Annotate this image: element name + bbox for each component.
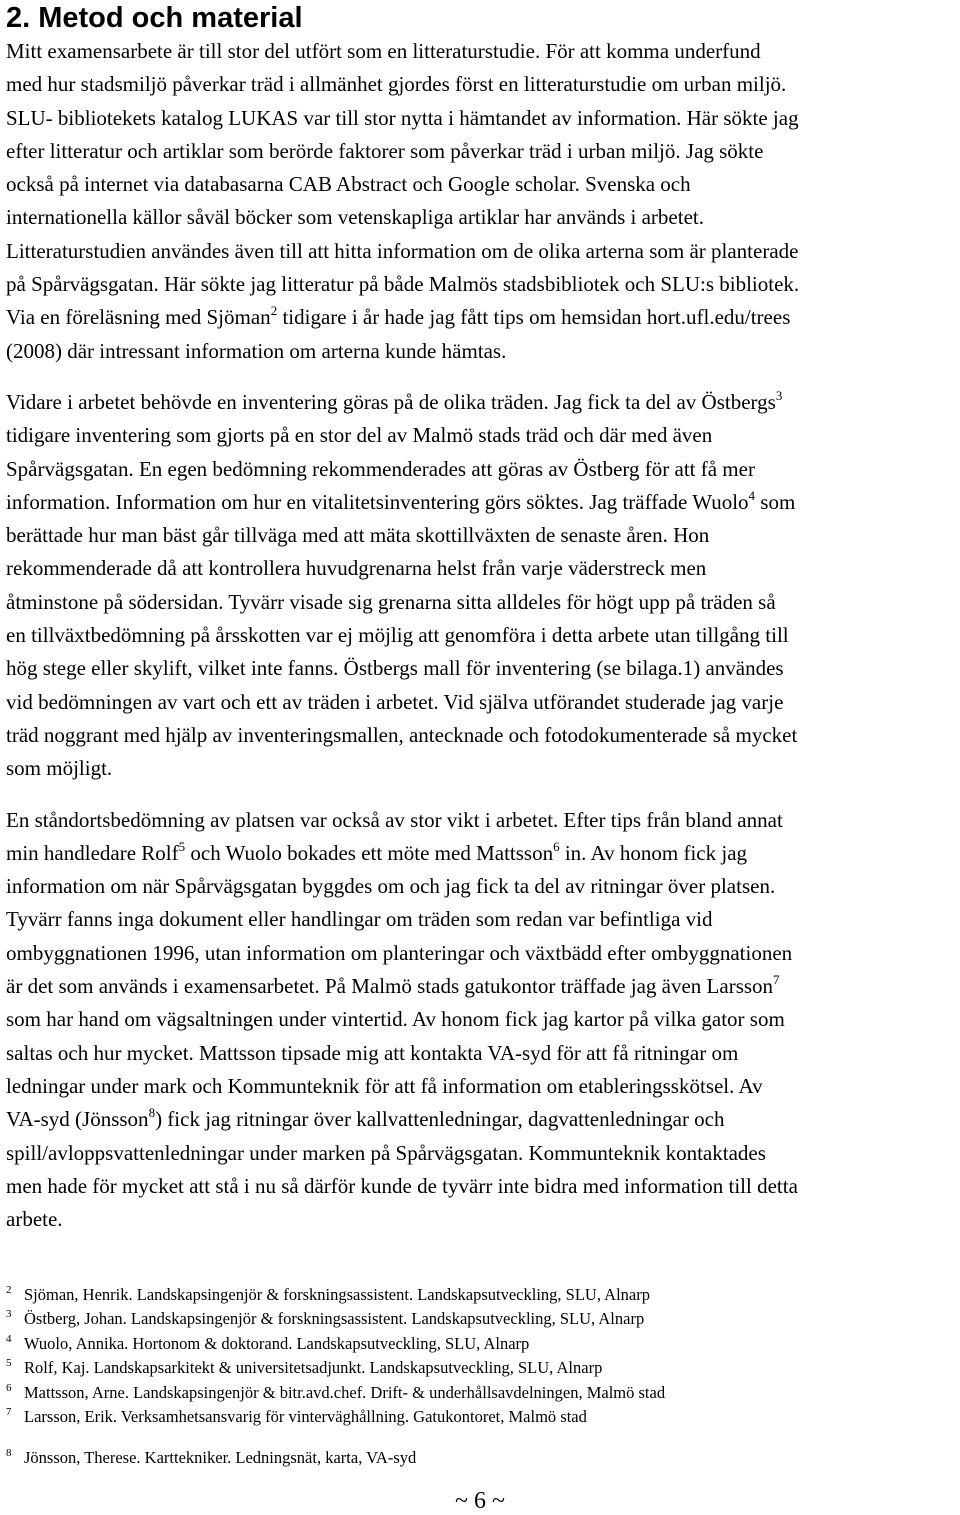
text-segment: min handledare Rolf [6, 840, 179, 865]
text-segment: information. Information om hur en vitalitetsinventering görs söktes. Jag träffade Wuolo [6, 489, 749, 514]
text-line: på Spårvägsgatan. Här sökte jag litteratur på både Malmös stadsbibliotek och SLU:s bibliotek. [6, 272, 800, 297]
text-line: också på internet via databasarna CAB Abstract och Google scholar. Svenska och [6, 172, 691, 197]
text-line: SLU- bibliotekets katalog LUKAS var till stor nytta i hämtandet av information. Här sökte jag [6, 105, 799, 130]
text-line: efter litteratur och artiklar som berörde faktorer som påverkar träd i urban miljö. Jag sökte [6, 138, 764, 163]
footnote-ref: 8 [148, 1105, 156, 1121]
text-line [6, 486, 958, 519]
footnote-text: Jönsson, Therese. Karttekniker. Ledningsnät, karta, VA-syd [24, 1448, 417, 1468]
document-page [6, 0, 958, 1236]
footnote-ref: 6 [553, 838, 560, 854]
footnote-text: Rolf, Kaj. Landskapsarkitekt & universitetsadjunkt. Landskapsutveckling, SLU, Alnarp [24, 1358, 603, 1378]
footnote: 3 Östberg, Johan. Landskapsingenjör & forskningsassistent. Landskapsutveckling, SLU, Alnarp [6, 1308, 645, 1329]
footnote-text: Wuolo, Annika. Hortonom & doktorand. Landskapsutveckling, SLU, Alnarp [24, 1333, 530, 1353]
text-line [6, 301, 958, 334]
text-line: vid bedömningen av vart och ett av träden i arbetet. Vid själva utförandet studerade jag varje [6, 689, 784, 714]
text-line: som har hand om vägsaltningen under vintertid. Av honom fick jag kartor på vilka gator som [6, 1007, 785, 1032]
text-segment: VA-syd (Jönsson [6, 1107, 149, 1132]
text-line: Tyvärr fanns inga dokument eller handlingar om träden som redan var befintliga vid [6, 907, 713, 932]
text-line: (2008) där intressant information om arterna kunde hämtas. [6, 338, 507, 363]
text-line: med hur stadsmiljö påverkar träd i allmänhet gjordes först en litteraturstudie om urban miljö. [6, 72, 787, 97]
footnote-ref: 2 [270, 303, 278, 319]
footnote-ref: 5 [178, 838, 186, 854]
footnote-text: Mattsson, Arne. Landskapsingenjör & bitr.avd.chef. Drift- & underhållsavdelningen, Malmö stad [24, 1382, 666, 1402]
text-line [6, 970, 958, 1003]
paragraph-2 [6, 386, 958, 786]
footnote: 5 Rolf, Kaj. Landskapsarkitekt & universitetsadjunkt. Landskapsutveckling, SLU, Alnarp [6, 1357, 603, 1378]
text-line: internationella källor såväl böcker som vetenskapliga artiklar har används i arbetet. [6, 205, 704, 230]
text-line: träd noggrant med hjälp av inventeringsmallen, antecknade och fotodokumenterade så mycket [6, 722, 798, 747]
text-line: Mitt examensarbete är till stor del utfört som en litteraturstudie. För att komma underfund [6, 39, 761, 63]
text-segment: är det som används i examensarbetet. På Malmö stads gatukontor träffade jag även Larsson [6, 974, 774, 999]
text-line: saltas och hur mycket. Mattsson tipsade mig att kontakta VA-syd för att få ritningar om [6, 1040, 739, 1065]
text-line: spill/avloppsvattenledningar under marken på Spårvägsgatan. Kommunteknik kontaktades [6, 1140, 766, 1165]
text-line: En ståndortsbedömning av platsen var också av stor vikt i arbetet. Efter tips från bland annat [6, 807, 783, 832]
text-segment: och Wuolo bokades ett möte med Mattsson [185, 840, 554, 865]
text-segment: Via en föreläsning med Sjöman [6, 305, 271, 330]
footnote-ref: 3 [775, 387, 783, 403]
paragraph-1 [6, 35, 958, 368]
text-line: berättade hur man bäst går tillväga med att mäta skottillväxten de senaste åren. Hon [6, 523, 710, 548]
footnote: 8 Jönsson, Therese. Karttekniker. Ledningsnät, karta, VA-syd [6, 1447, 417, 1468]
footnote: 2 Sjöman, Henrik. Landskapsingenjör & forskningsassistent. Landskapsutveckling, SLU, Alnarp [6, 1284, 651, 1304]
text-line: ombyggnationen 1996, utan information om planteringar och växtbädd efter ombyggnationen [6, 940, 793, 965]
footnote-ref: 7 [773, 972, 780, 988]
text-line: arbete. [6, 1207, 63, 1232]
text-line: rekommenderade då att kontrollera huvudgrenarna helst från varje väderstreck men [6, 556, 707, 581]
footnote: 6 Mattsson, Arne. Landskapsingenjör & bitr.avd.chef. Drift- & underhållsavdelningen, Malmö stad [6, 1381, 666, 1402]
footnote-text: Sjöman, Henrik. Landskapsingenjör & forskningsassistent. Landskapsutveckling, SLU, Alnarp [24, 1285, 651, 1304]
text-line: en tillväxtbedömning på årsskotten var ej möjlig att genomföra i detta arbete utan tillgång till [6, 623, 789, 648]
page-number: ~ 6 ~ [455, 1488, 505, 1514]
text-line [6, 837, 958, 870]
text-line: Litteraturstudien användes även till att hitta information om de olika arterna som är planterade [6, 238, 799, 263]
text-line: men hade för mycket att stå i nu så därför kunde de tyvärr inte bidra med information till detta [6, 1173, 798, 1198]
text-line [6, 386, 958, 419]
footnote-ref: 4 [748, 487, 756, 503]
text-line: åtminstone på södersidan. Tyvärr visade sig grenarna sitta alldeles för högt upp på träden så [6, 589, 776, 614]
text-segment: ) fick jag ritningar över kallvattenledningar, dagvattenledningar och [155, 1107, 725, 1132]
text-line: information om när Spårvägsgatan byggdes om och jag fick ta del av ritningar över platsen. [6, 874, 776, 899]
text-line: ledningar under mark och Kommunteknik för att få information om etableringsskötsel. Av [6, 1073, 763, 1098]
text-segment: som [755, 489, 796, 514]
section-heading: 2. Metod och material [6, 2, 303, 34]
paragraph-3 [6, 804, 958, 1237]
footnote: 4 Wuolo, Annika. Hortonom & doktorand. Landskapsutveckling, SLU, Alnarp [6, 1332, 530, 1353]
text-segment: Vidare i arbetet behövde en inventering göras på de olika träden. Jag fick ta del av Östbergs [6, 389, 776, 414]
footnote-text: Larsson, Erik. Verksamhetsansvarig för vinterväghållning. Gatukontoret, Malmö stad [24, 1407, 587, 1427]
text-line: Spårvägsgatan. En egen bedömning rekommenderades att göras av Östberg för att få mer [6, 456, 755, 481]
footnote-text: Östberg, Johan. Landskapsingenjör & forskningsassistent. Landskapsutveckling, SLU, Alnarp [24, 1309, 645, 1329]
footnote: 7 Larsson, Erik. Verksamhetsansvarig för vinterväghållning. Gatukontoret, Malmö stad [6, 1406, 587, 1427]
footnotes [6, 1283, 956, 1471]
text-line: tidigare inventering som gjorts på en stor del av Malmö stads träd och där med även [6, 423, 713, 448]
text-line: som möjligt. [6, 756, 113, 781]
text-segment: tidigare i år hade jag fått tips om hemsidan hort.ufl.edu/trees [277, 305, 791, 330]
text-line [6, 1103, 958, 1136]
text-segment: in. Av honom fick jag [559, 840, 748, 865]
text-line: hög stege eller skylift, vilket inte fanns. Östbergs mall för inventering (se bilaga.1) användes [6, 656, 784, 681]
